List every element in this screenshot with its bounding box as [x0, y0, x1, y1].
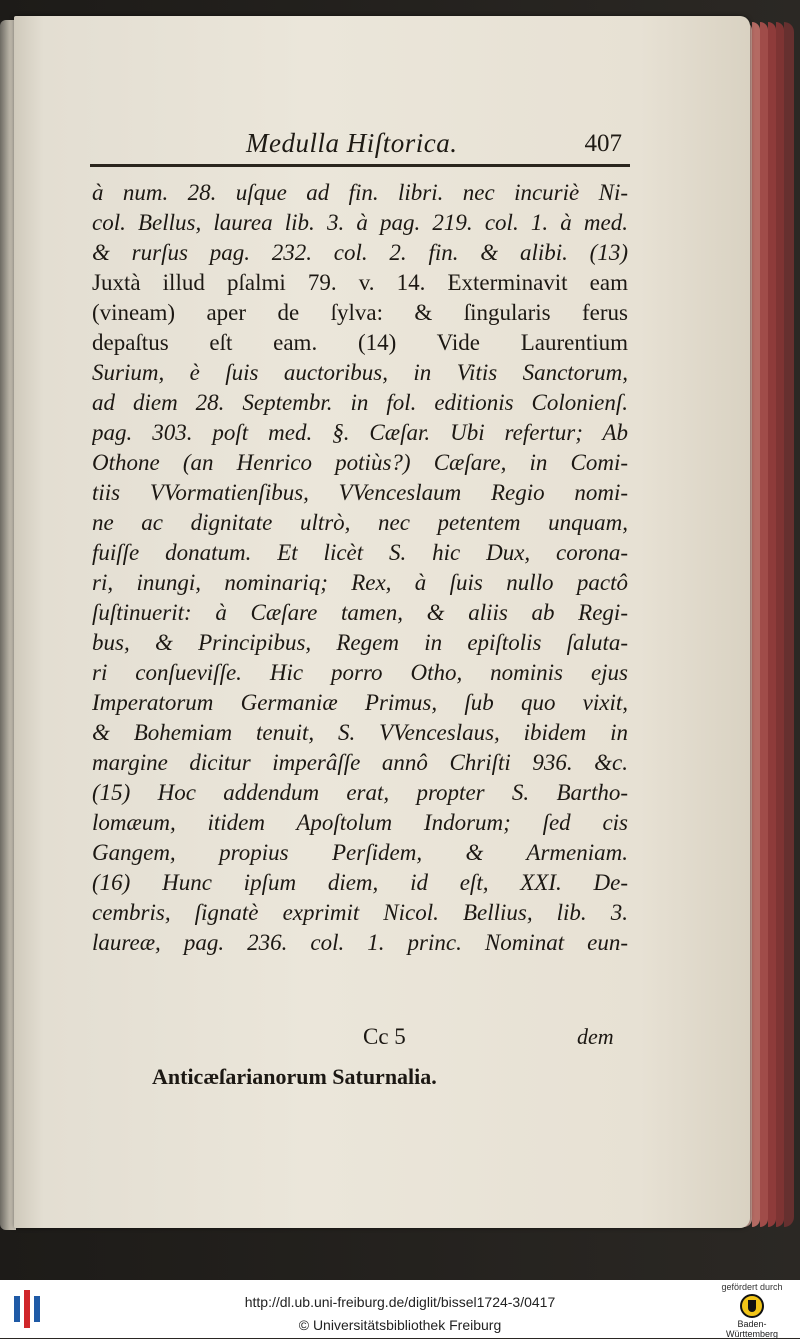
text-line: Juxtà illud pſalmi 79. v. 14. Exterminavit eam	[92, 270, 628, 295]
viewer-footer	[0, 1280, 800, 1338]
sponsor-block	[712, 1282, 792, 1339]
text-line: Imperatorum Germaniæ Primus, ſub quo vixit,	[92, 690, 628, 715]
sponsor-label: gefördert durch	[721, 1282, 783, 1292]
text-line: & rurſus pag. 232. col. 2. fin. & alibi. (13)	[92, 240, 628, 265]
catchword: dem	[577, 1024, 614, 1049]
header-rule	[90, 164, 630, 167]
running-title: Medulla Hiſtorica.	[246, 128, 458, 158]
text-line: Othone (an Henrico potiùs?) Cæſare, in Comi-	[92, 450, 628, 475]
bottom-note: Anticæſarianorum Saturnalia.	[152, 1064, 437, 1089]
signature-mark: Cc 5	[363, 1024, 406, 1049]
text-line: bus, & Principibus, Regem in epiſtolis ſaluta-	[92, 630, 628, 655]
text-line: (vineam) aper de ſylva: & ſingularis ferus	[92, 300, 628, 325]
text-line: ri conſueviſſe. Hic porro Otho, nominis ejus	[92, 660, 628, 685]
page-number: 407	[584, 130, 622, 157]
text-line: tiis VVormatienſibus, VVenceslaum Regio nomi-	[92, 480, 628, 505]
text-line: à num. 28. uſque ad fin. libri. nec incuriè Ni-	[92, 180, 628, 205]
text-line: Surium, è ſuis auctoribus, in Vitis Sanctorum,	[92, 360, 628, 385]
text-line: margine dicitur imperâſſe annô Chriſti 936. &c.	[92, 750, 628, 775]
page-edge	[784, 22, 794, 1227]
text-line: col. Bellus, laurea lib. 3. à pag. 219. col. 1. à med.	[92, 210, 628, 235]
text-line: ad diem 28. Septembr. in fol. editionis Colonienſ.	[92, 390, 628, 415]
text-line: & Bohemiam tenuit, S. VVenceslaus, ibidem in	[92, 720, 628, 745]
body-text	[92, 178, 628, 958]
text-line: depaſtus eſt eam. (14) Vide Laurentium	[92, 330, 628, 355]
text-line: pag. 303. poſt med. §. Cæſar. Ubi refertur; Ab	[92, 420, 628, 445]
page-edge	[760, 22, 768, 1227]
text-line: (15) Hoc addendum erat, propter S. Bartho-	[92, 780, 628, 805]
page-edge	[768, 22, 776, 1227]
text-line: (16) Hunc ipſum diem, id eſt, XXI. De-	[92, 870, 628, 895]
page-header	[90, 126, 630, 168]
text-line: fuiſſe donatum. Et licèt S. hic Dux, corona-	[92, 540, 628, 565]
text-line: ne ac dignitate ultrò, nec petentem unquam,	[92, 510, 628, 535]
sponsor-name: Baden-Württemberg	[725, 1319, 778, 1339]
text-line: lomæum, itidem Apoſtolum Indorum; ſed cis	[92, 810, 628, 835]
permalink-url[interactable]: http://dl.ub.uni-freiburg.de/diglit/bissel1724-3/0417	[244, 1294, 556, 1310]
coat-of-arms-icon	[740, 1294, 764, 1318]
copyright-text: © Universitätsbibliothek Freiburg	[298, 1317, 502, 1333]
text-line: ri, inungi, nominariq; Rex, à ſuis nullo pactô	[92, 570, 628, 595]
text-line: ſuſtinuerit: à Cæſare tamen, & aliis ab Regi-	[92, 600, 628, 625]
page-edge	[776, 22, 784, 1227]
text-line: cembris, ſignatè exprimit Nicol. Bellius, lib. 3.	[92, 900, 628, 925]
text-line: laureæ, pag. 236. col. 1. princ. Nominat eun-	[92, 930, 628, 955]
text-line: Gangem, propius Perſidem, & Armeniam.	[92, 840, 628, 865]
page-edge	[752, 22, 760, 1227]
